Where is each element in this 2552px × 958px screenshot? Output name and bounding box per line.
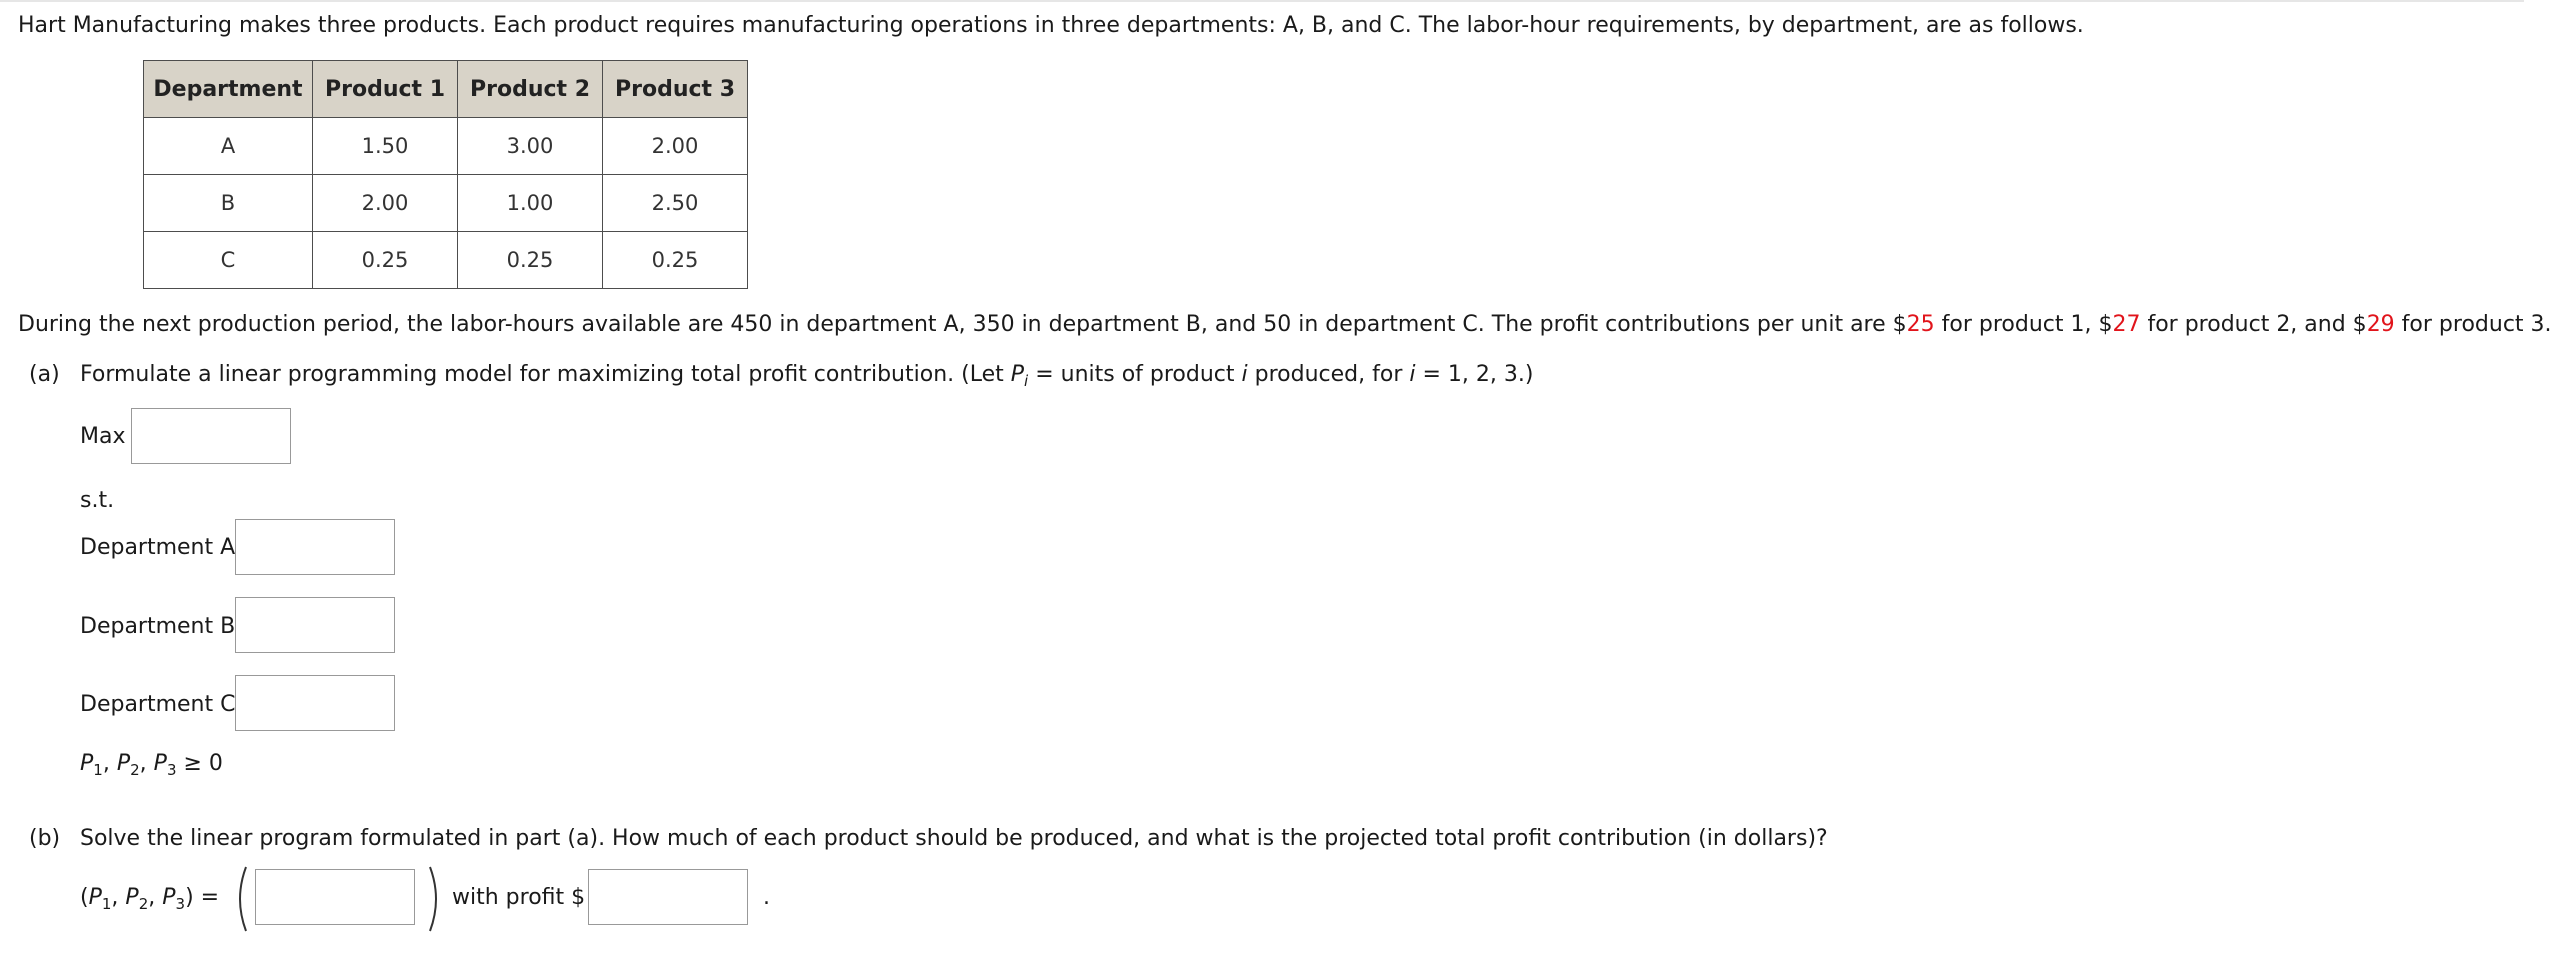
question-text: = units of product xyxy=(1028,362,1242,387)
separator: , xyxy=(102,751,117,776)
profit-product-2: 27 xyxy=(2112,312,2141,337)
max-objective-input[interactable] xyxy=(131,408,291,464)
table-cell: 2.00 xyxy=(313,175,458,232)
tuple-label xyxy=(80,884,219,912)
problem-intro: Hart Manufacturing makes three products. Each product requires manufacturing operations in three departments: A, B, and C. The labor-hour requirements, by department, are as follows. xyxy=(18,13,2084,38)
constraint-label-b: Department B xyxy=(80,614,236,639)
table-header-row xyxy=(144,61,748,118)
separator: , xyxy=(111,885,126,910)
info-text: for product 2, and $ xyxy=(2140,312,2367,337)
department-a-constraint-input[interactable] xyxy=(235,519,395,575)
subscript: 3 xyxy=(166,761,177,779)
table-cell: A xyxy=(144,118,313,175)
subscript: 1 xyxy=(93,761,103,779)
variable-i: i xyxy=(1409,362,1416,387)
question-text: produced, for xyxy=(1247,362,1410,387)
question-text: Formulate a linear programming model for maximizing total profit contribution. (Let xyxy=(80,362,1011,387)
variable-p: P xyxy=(162,885,176,910)
subscript: 2 xyxy=(130,761,140,779)
separator: , xyxy=(139,751,154,776)
info-text: for product 3. xyxy=(2394,312,2552,337)
profit-product-1: 25 xyxy=(1906,312,1935,337)
table-cell: 0.25 xyxy=(603,232,748,289)
table-cell: 1.00 xyxy=(458,175,603,232)
nonnegativity-constraint xyxy=(80,750,223,778)
left-paren-icon xyxy=(232,865,250,933)
table-cell: 0.25 xyxy=(313,232,458,289)
variable-i: i xyxy=(1241,362,1248,387)
column-header: Product 2 xyxy=(458,61,603,118)
table-cell: 2.00 xyxy=(603,118,748,175)
top-border xyxy=(0,0,2524,2)
variable-subscript: i xyxy=(1024,372,1029,390)
table-cell: 3.00 xyxy=(458,118,603,175)
part-a-question xyxy=(80,361,1533,389)
table-cell: C xyxy=(144,232,313,289)
table-cell: 2.50 xyxy=(603,175,748,232)
table-row xyxy=(144,118,748,175)
variable-p: P xyxy=(1010,362,1025,387)
profit-input[interactable] xyxy=(588,869,748,925)
column-header: Product 3 xyxy=(603,61,748,118)
variable-p: P xyxy=(116,751,131,776)
department-c-constraint-input[interactable] xyxy=(235,675,395,731)
variable-p: P xyxy=(80,751,94,776)
question-text: = 1, 2, 3.) xyxy=(1415,362,1534,387)
variable-p: P xyxy=(153,751,167,776)
labor-hours-table xyxy=(143,60,748,289)
table-row xyxy=(144,232,748,289)
close-paren-equals: ) = xyxy=(185,885,220,910)
part-a-label: (a) xyxy=(29,362,60,387)
subscript: 3 xyxy=(175,895,186,913)
table-row xyxy=(144,175,748,232)
table-cell: 0.25 xyxy=(458,232,603,289)
profit-product-3: 29 xyxy=(2366,312,2395,337)
info-text: for product 1, $ xyxy=(1934,312,2113,337)
separator: , xyxy=(148,885,163,910)
department-b-constraint-input[interactable] xyxy=(235,597,395,653)
st-label: s.t. xyxy=(80,488,115,513)
production-tuple-input[interactable] xyxy=(255,869,415,925)
nonneg-tail: ≥ 0 xyxy=(176,751,223,776)
table-cell: 1.50 xyxy=(313,118,458,175)
part-b-label: (b) xyxy=(29,826,61,851)
period: . xyxy=(763,885,770,910)
subscript: 2 xyxy=(138,895,149,913)
production-info xyxy=(18,311,2552,339)
variable-p: P xyxy=(88,885,102,910)
table-cell: B xyxy=(144,175,313,232)
constraint-label-c: Department C xyxy=(80,692,236,717)
with-profit-label: with profit $ xyxy=(452,885,586,910)
max-label: Max xyxy=(80,424,126,449)
subscript: 1 xyxy=(101,895,112,913)
open-paren: ( xyxy=(80,885,89,910)
variable-p: P xyxy=(125,885,139,910)
part-b-question: Solve the linear program formulated in part (a). How much of each product should be produced, and what is the projected total profit contribution (in dollars)? xyxy=(80,826,1828,851)
column-header: Product 1 xyxy=(313,61,458,118)
column-header: Department xyxy=(144,61,313,118)
info-text: During the next production period, the labor-hours available are 450 in department A, 350 in department B, and 50 in department C. The profit contributions per unit are $ xyxy=(18,312,1907,337)
right-paren-icon xyxy=(426,865,444,933)
constraint-label-a: Department A xyxy=(80,535,236,560)
